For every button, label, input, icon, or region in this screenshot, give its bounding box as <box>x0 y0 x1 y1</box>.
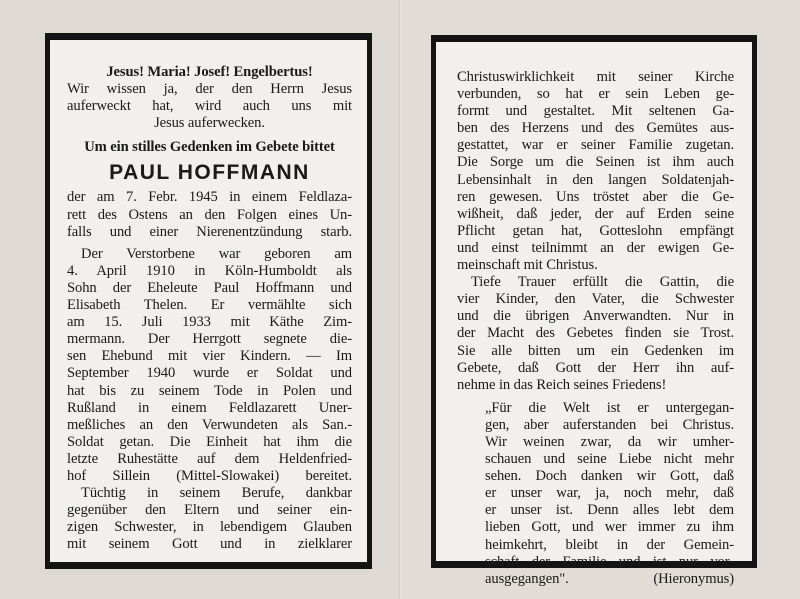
biography-line: Elisabeth Thelen. Er vermählte sich <box>67 297 352 314</box>
continuation-line: gestattet, war er seiner Familie zugetan. <box>457 137 734 154</box>
quote-line: „Für die Welt ist er untergegan- <box>485 399 734 416</box>
prayer-request: Um ein stilles Gedenken im Gebete bittet <box>84 139 335 156</box>
mourning-line: Sie alle bitten um ein Gedenken im <box>457 342 734 359</box>
biography-line: sen Ehebund mit vier Kindern. — Im <box>67 348 352 365</box>
continuation-line: Lebensinhalt in den langen Soldatenjah- <box>457 171 734 188</box>
quote-line: ausgegangen". (Hieronymus) <box>485 570 734 587</box>
quote-line: er unser ist. Denn alles lebt dem <box>485 502 734 519</box>
left-panel-top-border <box>45 33 372 39</box>
biography-line: mermann. Der Herrgott segnete die- <box>67 331 352 348</box>
quote-line: schaft der Familie und ist nur vor- <box>485 553 734 570</box>
biography-line: hat bis zu seinem Tode in Polen und <box>67 382 352 399</box>
left-panel-bottom-border <box>45 563 372 569</box>
verse-line: auferweckt hat, wird auch uns mit <box>67 98 352 115</box>
quote-line: gen, aber auferstanden bei Christus. <box>485 416 734 433</box>
quote-line: Wir weinen zwar, da wir umher- <box>485 433 734 450</box>
biography-line: Soldat getan. Die Einheit hat ihm die <box>67 433 352 450</box>
quote-line: heimkehrt, bleibt in der Gemein- <box>485 536 734 553</box>
biography-line: am 15. Juli 1933 mit Käthe Zim- <box>67 314 352 331</box>
continuation-line: verbunden, so hat er sein Leben ge- <box>457 86 734 103</box>
card-fold <box>399 0 401 599</box>
continuation-line: Christuswirklichkeit mit seiner Kirche <box>457 69 734 85</box>
continuation-line: Pflicht getan hat, Gotteslohn empfängt <box>457 222 734 239</box>
biography-line: September 1940 wurde er Soldat und <box>67 365 352 382</box>
continuation-line: ben des Herzens und des Gemütes aus- <box>457 120 734 137</box>
mourning-line: vier Kinder, den Vater, die Schwester <box>457 291 734 308</box>
continuation-line: ren gewesen. Uns tröstet aber die Ge- <box>457 188 734 205</box>
continuation-line: wißheit, daß jeder, der auf Erden seine <box>457 205 734 222</box>
continuation-line: formt und gestaltet. Mit seltenen Ga- <box>457 103 734 120</box>
quote-line: lieben Gott, und wer immer zu ihm <box>485 519 734 536</box>
biography-line: hof Sillein (Mittel-Slowakei) bereitet. <box>67 467 352 484</box>
death-notice-line: rett des Ostens an den Folgen eines Un- <box>67 206 352 223</box>
invocation: Jesus! Maria! Josef! Engelbertus! <box>106 64 313 80</box>
quote-line: sehen. Doch danken wir Gott, daß <box>485 468 734 485</box>
biography-line: meßliches an den Verwundeten als San.- <box>67 416 352 433</box>
left-mourning-panel <box>45 38 372 564</box>
character-line: gegenüber den Eltern und seiner ein- <box>67 502 352 519</box>
biography-line: Sohn der Eheleute Paul Hoffmann und <box>67 279 352 296</box>
continuation-line: meinschaft mit Christus. <box>457 257 598 274</box>
biography-line: Rußland in einem Feldlazarett Uner- <box>67 399 352 416</box>
right-mourning-panel <box>431 40 757 587</box>
continuation-line: und einst teilnimmt an der ewigen Ge- <box>457 239 734 256</box>
death-notice-line: falls und einer Nierenentzündung starb. <box>67 223 352 240</box>
left-panel-text <box>67 64 352 553</box>
right-panel-text <box>457 69 734 588</box>
character-line: Tüchtig in seinem Berufe, dankbar <box>81 485 352 502</box>
character-line: mit seinem Gott und in zielklarer <box>67 536 352 553</box>
biography-line: 4. April 1910 in Köln-Humboldt als <box>67 262 352 279</box>
biography-line: letzte Ruhestätte auf dem Heldenfried- <box>67 450 352 467</box>
mourning-line: und die übrigen Anverwandten. Nur in <box>457 308 734 325</box>
quote-line: er unser war, ja, noch mehr, daß <box>485 485 734 502</box>
mourning-line: nehme in das Reich seines Friedens! <box>457 376 667 393</box>
character-line: zigen Schwester, in lebendigem Glauben <box>67 519 352 536</box>
continuation-line: Die Sorge um die Seinen ist ihm auch <box>457 154 734 171</box>
right-panel-top-border <box>431 35 757 41</box>
quote-line: schauen und seine Liebe nicht mehr <box>485 451 734 468</box>
verse-line: Jesus auferwecken. <box>154 115 265 132</box>
mourning-line: Tiefe Trauer erfüllt die Gattin, die <box>471 274 734 291</box>
deceased-name: PAUL HOFFMANN <box>109 161 310 185</box>
biography-line: Der Verstorbene war geboren am <box>81 245 352 262</box>
mourning-line: Gebete, daß Gott der Herr ihn auf- <box>457 359 734 376</box>
verse-line: Wir wissen ja, der den Herrn Jesus <box>67 81 352 98</box>
death-notice-line: der am 7. Febr. 1945 in einem Feldlaza- <box>67 189 352 206</box>
hieronymus-quote <box>457 400 734 588</box>
mourning-line: der Macht des Gebetes finden sie Trost. <box>457 325 734 342</box>
